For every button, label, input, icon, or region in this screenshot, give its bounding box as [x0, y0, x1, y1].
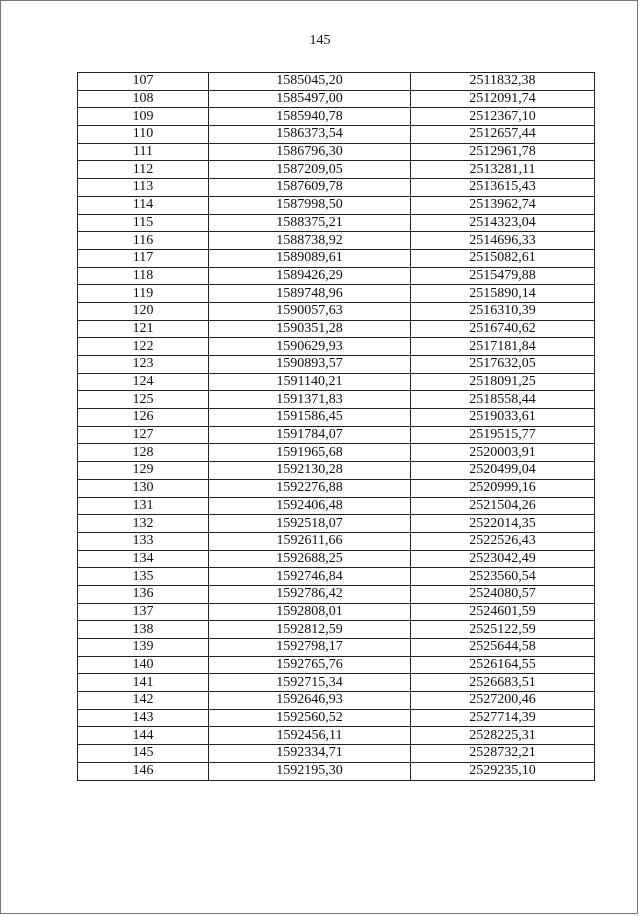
- point-number-cell: 117: [78, 249, 209, 267]
- point-number-cell: 139: [78, 639, 209, 657]
- x-coordinate-cell: 1591586,45: [209, 409, 411, 427]
- point-number-cell: 130: [78, 479, 209, 497]
- x-coordinate-cell: 1589748,96: [209, 285, 411, 303]
- point-number-cell: 113: [78, 179, 209, 197]
- table-row: [78, 497, 595, 515]
- point-number-cell: 133: [78, 532, 209, 550]
- x-coordinate-cell: 1591371,83: [209, 391, 411, 409]
- point-number-cell: 118: [78, 267, 209, 285]
- y-coordinate-cell: 2513615,43: [411, 179, 595, 197]
- x-coordinate-cell: 1588375,21: [209, 214, 411, 232]
- point-number-cell: 116: [78, 232, 209, 250]
- x-coordinate-cell: 1592646,93: [209, 692, 411, 710]
- x-coordinate-cell: 1585045,20: [209, 73, 411, 91]
- point-number-cell: 109: [78, 108, 209, 126]
- x-coordinate-cell: 1592812,59: [209, 621, 411, 639]
- y-coordinate-cell: 2514696,33: [411, 232, 595, 250]
- point-number-cell: 123: [78, 356, 209, 374]
- point-number-cell: 145: [78, 745, 209, 763]
- table-row: [78, 462, 595, 480]
- y-coordinate-cell: 2528732,21: [411, 745, 595, 763]
- coordinates-table: [77, 72, 595, 781]
- point-number-cell: 137: [78, 603, 209, 621]
- point-number-cell: 121: [78, 320, 209, 338]
- page-number: 145: [309, 33, 331, 48]
- y-coordinate-cell: 2522526,43: [411, 532, 595, 550]
- table-row: [78, 73, 595, 91]
- y-coordinate-cell: 2520999,16: [411, 479, 595, 497]
- table-row: [78, 338, 595, 356]
- point-number-cell: 111: [78, 143, 209, 161]
- table-row: [78, 745, 595, 763]
- x-coordinate-cell: 1590893,57: [209, 356, 411, 374]
- point-number-cell: 136: [78, 585, 209, 603]
- table-row: [78, 709, 595, 727]
- y-coordinate-cell: 2512091,74: [411, 90, 595, 108]
- x-coordinate-cell: 1592195,30: [209, 762, 411, 780]
- point-number-cell: 127: [78, 426, 209, 444]
- table-row: [78, 479, 595, 497]
- point-number-cell: 138: [78, 621, 209, 639]
- y-coordinate-cell: 2513962,74: [411, 196, 595, 214]
- y-coordinate-cell: 2512657,44: [411, 126, 595, 144]
- point-number-cell: 124: [78, 373, 209, 391]
- point-number-cell: 135: [78, 568, 209, 586]
- y-coordinate-cell: 2512961,78: [411, 143, 595, 161]
- table-row: [78, 320, 595, 338]
- y-coordinate-cell: 2527714,39: [411, 709, 595, 727]
- table-row: [78, 727, 595, 745]
- x-coordinate-cell: 1592715,34: [209, 674, 411, 692]
- table-row: [78, 214, 595, 232]
- y-coordinate-cell: 2519033,61: [411, 409, 595, 427]
- x-coordinate-cell: 1585497,00: [209, 90, 411, 108]
- x-coordinate-cell: 1592456,11: [209, 727, 411, 745]
- table-row: [78, 356, 595, 374]
- table-row: [78, 196, 595, 214]
- table-row: [78, 568, 595, 586]
- table-row: [78, 639, 595, 657]
- x-coordinate-cell: 1590057,63: [209, 302, 411, 320]
- table-row: [78, 762, 595, 780]
- point-number-cell: 125: [78, 391, 209, 409]
- y-coordinate-cell: 2517181,84: [411, 338, 595, 356]
- table-row: [78, 126, 595, 144]
- table-row: [78, 302, 595, 320]
- y-coordinate-cell: 2525644,58: [411, 639, 595, 657]
- y-coordinate-cell: 2519515,77: [411, 426, 595, 444]
- x-coordinate-cell: 1591784,07: [209, 426, 411, 444]
- x-coordinate-cell: 1592560,52: [209, 709, 411, 727]
- point-number-cell: 144: [78, 727, 209, 745]
- x-coordinate-cell: 1592130,28: [209, 462, 411, 480]
- x-coordinate-cell: 1587209,05: [209, 161, 411, 179]
- table-row: [78, 391, 595, 409]
- x-coordinate-cell: 1592334,71: [209, 745, 411, 763]
- y-coordinate-cell: 2525122,59: [411, 621, 595, 639]
- x-coordinate-cell: 1586373,54: [209, 126, 411, 144]
- point-number-cell: 129: [78, 462, 209, 480]
- y-coordinate-cell: 2524601,59: [411, 603, 595, 621]
- point-number-cell: 122: [78, 338, 209, 356]
- x-coordinate-cell: 1587998,50: [209, 196, 411, 214]
- table-row: [78, 373, 595, 391]
- table-row: [78, 232, 595, 250]
- y-coordinate-cell: 2517632,05: [411, 356, 595, 374]
- point-number-cell: 131: [78, 497, 209, 515]
- table-row: [78, 161, 595, 179]
- x-coordinate-cell: 1590629,93: [209, 338, 411, 356]
- point-number-cell: 140: [78, 656, 209, 674]
- point-number-cell: 134: [78, 550, 209, 568]
- table-row: [78, 426, 595, 444]
- y-coordinate-cell: 2520499,04: [411, 462, 595, 480]
- point-number-cell: 142: [78, 692, 209, 710]
- point-number-cell: 128: [78, 444, 209, 462]
- point-number-cell: 143: [78, 709, 209, 727]
- y-coordinate-cell: 2516740,62: [411, 320, 595, 338]
- table-row: [78, 444, 595, 462]
- table-row: [78, 409, 595, 427]
- x-coordinate-cell: 1585940,78: [209, 108, 411, 126]
- table-row: [78, 108, 595, 126]
- table-row: [78, 515, 595, 533]
- x-coordinate-cell: 1589426,29: [209, 267, 411, 285]
- y-coordinate-cell: 2523560,54: [411, 568, 595, 586]
- y-coordinate-cell: 2527200,46: [411, 692, 595, 710]
- y-coordinate-cell: 2515890,14: [411, 285, 595, 303]
- y-coordinate-cell: 2522014,35: [411, 515, 595, 533]
- x-coordinate-cell: 1590351,28: [209, 320, 411, 338]
- table-row: [78, 621, 595, 639]
- table-row: [78, 249, 595, 267]
- table-row: [78, 267, 595, 285]
- table-row: [78, 585, 595, 603]
- x-coordinate-cell: 1586796,30: [209, 143, 411, 161]
- y-coordinate-cell: 2518558,44: [411, 391, 595, 409]
- x-coordinate-cell: 1592688,25: [209, 550, 411, 568]
- y-coordinate-cell: 2516310,39: [411, 302, 595, 320]
- x-coordinate-cell: 1591140,21: [209, 373, 411, 391]
- x-coordinate-cell: 1588738,92: [209, 232, 411, 250]
- table-row: [78, 603, 595, 621]
- x-coordinate-cell: 1589089,61: [209, 249, 411, 267]
- x-coordinate-cell: 1592406,48: [209, 497, 411, 515]
- y-coordinate-cell: 2524080,57: [411, 585, 595, 603]
- y-coordinate-cell: 2518091,25: [411, 373, 595, 391]
- x-coordinate-cell: 1592276,88: [209, 479, 411, 497]
- y-coordinate-cell: 2512367,10: [411, 108, 595, 126]
- point-number-cell: 132: [78, 515, 209, 533]
- table-row: [78, 90, 595, 108]
- x-coordinate-cell: 1592518,07: [209, 515, 411, 533]
- y-coordinate-cell: 2526683,51: [411, 674, 595, 692]
- point-number-cell: 126: [78, 409, 209, 427]
- table-row: [78, 674, 595, 692]
- point-number-cell: 141: [78, 674, 209, 692]
- point-number-cell: 107: [78, 73, 209, 91]
- x-coordinate-cell: 1591965,68: [209, 444, 411, 462]
- table-row: [78, 179, 595, 197]
- x-coordinate-cell: 1592786,42: [209, 585, 411, 603]
- table-row: [78, 143, 595, 161]
- x-coordinate-cell: 1592611,66: [209, 532, 411, 550]
- y-coordinate-cell: 2511832,38: [411, 73, 595, 91]
- table-row: [78, 285, 595, 303]
- table-row: [78, 532, 595, 550]
- y-coordinate-cell: 2513281,11: [411, 161, 595, 179]
- point-number-cell: 112: [78, 161, 209, 179]
- table-row: [78, 550, 595, 568]
- point-number-cell: 119: [78, 285, 209, 303]
- y-coordinate-cell: 2523042,49: [411, 550, 595, 568]
- y-coordinate-cell: 2528225,31: [411, 727, 595, 745]
- y-coordinate-cell: 2515082,61: [411, 249, 595, 267]
- point-number-cell: 115: [78, 214, 209, 232]
- y-coordinate-cell: 2521504,26: [411, 497, 595, 515]
- table-row: [78, 692, 595, 710]
- y-coordinate-cell: 2526164,55: [411, 656, 595, 674]
- point-number-cell: 110: [78, 126, 209, 144]
- point-number-cell: 146: [78, 762, 209, 780]
- y-coordinate-cell: 2529235,10: [411, 762, 595, 780]
- y-coordinate-cell: 2515479,88: [411, 267, 595, 285]
- point-number-cell: 108: [78, 90, 209, 108]
- table-row: [78, 656, 595, 674]
- x-coordinate-cell: 1592746,84: [209, 568, 411, 586]
- point-number-cell: 120: [78, 302, 209, 320]
- x-coordinate-cell: 1592808,01: [209, 603, 411, 621]
- y-coordinate-cell: 2514323,04: [411, 214, 595, 232]
- x-coordinate-cell: 1592765,76: [209, 656, 411, 674]
- y-coordinate-cell: 2520003,91: [411, 444, 595, 462]
- x-coordinate-cell: 1592798,17: [209, 639, 411, 657]
- coordinates-table-body: [78, 73, 595, 781]
- x-coordinate-cell: 1587609,78: [209, 179, 411, 197]
- point-number-cell: 114: [78, 196, 209, 214]
